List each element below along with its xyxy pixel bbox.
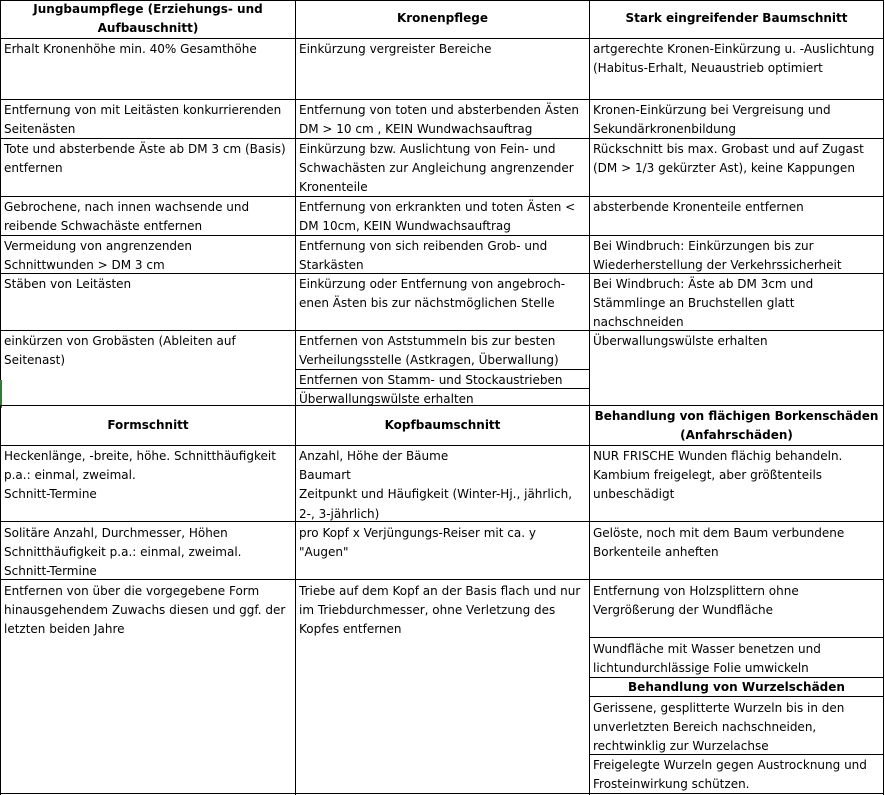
grid-line bbox=[0, 521, 884, 522]
table-cell: Einkürzung bzw. Auslichtung von Fein- und Schwachästen zur Angleichung angrenzender Kronenteile bbox=[296, 139, 589, 196]
table-cell: Entfernen von Aststummeln bis zur besten Verheilungsstelle (Astkragen, Überwallung) bbox=[296, 331, 589, 369]
subheader-label: Behandlung von Wurzelschäden bbox=[628, 679, 845, 694]
header-borkenschaeden bbox=[590, 407, 883, 445]
table-cell: absterbende Kronenteile entfernen bbox=[590, 197, 883, 235]
grid-line-selection bbox=[0, 380, 2, 408]
header-label: Stark eingreifender Baumschnitt bbox=[625, 11, 848, 26]
table-cell: Rückschnitt bis max. Grobast und auf Zugast (DM > 1/3 gekürzter Ast), keine Kappungen bbox=[590, 139, 883, 196]
table-cell: Solitäre Anzahl, Durchmesser, Höhen Schnitthäufigkeit p.a.: einmal, zweimal. Schnitt-Termine bbox=[1, 523, 295, 579]
table-cell: Entfernen von über die vorgegebene Form hinausgehendem Zuwachs diesen und ggf. der letzten beiden Jahre bbox=[1, 581, 295, 793]
table-cell: Gerissene, gesplitterte Wurzeln bis in den unverletzten Bereich nachschneiden, rechtwinklig zur Wurzelachse bbox=[590, 698, 883, 754]
table-cell: Entfernung von sich reibenden Grob- und Starkästen bbox=[296, 236, 589, 273]
grid-line bbox=[0, 196, 884, 197]
table-cell: Vermeidung von angrenzenden Schnittwunden > DM 3 cm bbox=[1, 236, 295, 273]
grid-line bbox=[0, 579, 884, 580]
header-kopfbaumschnitt bbox=[296, 407, 589, 445]
table-cell: Einkürzung vergreister Bereiche bbox=[296, 39, 589, 99]
table-cell: Wundfläche mit Wasser benetzen und lichtundurchlässige Folie umwickeln bbox=[590, 639, 883, 677]
header-label: Jungbaumpflege (Erziehungs- und Aufbauschnitt) bbox=[33, 1, 263, 35]
grid-line bbox=[589, 754, 884, 755]
header-stark-eingreifender-baumschnitt bbox=[590, 1, 883, 37]
grid-line bbox=[0, 406, 1, 795]
grid-line bbox=[589, 677, 884, 678]
grid-line bbox=[0, 138, 884, 139]
grid-line bbox=[0, 405, 884, 406]
grid-line bbox=[295, 388, 590, 389]
table-cell: NUR FRISCHE Wunden flächig behandeln. Kambium freigelegt, aber größtenteils unbeschädigt bbox=[590, 446, 883, 521]
grid-line bbox=[295, 369, 590, 370]
table-cell: Bei Windbruch: Äste ab DM 3cm und Stämmlinge an Bruchstellen glatt nachschneiden bbox=[590, 274, 883, 330]
table-cell: Einkürzung oder Entfernung von angebroch- enen Ästen bis zur nächstmöglichen Stelle bbox=[296, 274, 589, 330]
grid-line bbox=[295, 0, 296, 795]
grid-line bbox=[589, 0, 590, 795]
table-cell: Stäben von Leitästen bbox=[1, 274, 295, 330]
table-cell: Kronen-Einkürzung bei Vergreisung und Sekundärkronenbildung bbox=[590, 100, 883, 138]
table-cell: Entfernung von erkrankten und toten Ästen < DM 10cm, KEIN Wundwachsauftrag bbox=[296, 197, 589, 235]
table-cell: pro Kopf x Verjüngungs-Reiser mit ca. y "Augen" bbox=[296, 523, 589, 579]
subheader-wurzelschaeden bbox=[590, 679, 883, 696]
table-cell: einkürzen von Grobästen (Ableiten auf Seitenast) bbox=[1, 331, 295, 405]
header-label: Formschnitt bbox=[107, 418, 189, 433]
table-cell: Überwallungswülste erhalten bbox=[590, 331, 883, 405]
table-cell: Entfernung von toten und absterbenden Ästen DM > 10 cm , KEIN Wundwachsauftrag bbox=[296, 100, 589, 138]
grid-line bbox=[0, 38, 884, 39]
grid-line bbox=[0, 273, 884, 274]
table-cell: Anzahl, Höhe der Bäume Baumart Zeitpunkt und Häufigkeit (Winter-Hj., jährlich, 2-, 3-jährlich) bbox=[296, 446, 589, 521]
grid-line bbox=[0, 0, 1, 406]
table-cell: Überwallungswülste erhalten bbox=[296, 389, 589, 405]
header-label: Kopfbaumschnitt bbox=[384, 418, 501, 433]
table-cell: Erhalt Kronenhöhe min. 40% Gesamthöhe bbox=[1, 39, 295, 99]
table-cell: Freigelegte Wurzeln gegen Austrocknung und Frosteinwirkung schützen. bbox=[590, 755, 883, 793]
table-cell: Gelöste, noch mit dem Baum verbundene Borkenteile anheften bbox=[590, 523, 883, 579]
grid-line bbox=[589, 637, 884, 638]
grid-line bbox=[0, 793, 884, 794]
grid-line bbox=[0, 0, 884, 1]
table-cell: Tote und absterbende Äste ab DM 3 cm (Basis) entfernen bbox=[1, 139, 295, 196]
table-cell: Entfernen von Stamm- und Stockaustrieben bbox=[296, 370, 589, 388]
table-cell: Bei Windbruch: Einkürzungen bis zur Wiederherstellung der Verkehrssicherheit bbox=[590, 236, 883, 273]
table-cell: artgerechte Kronen-Einkürzung u. -Auslichtung (Habitus-Erhalt, Neuaustrieb optimiert bbox=[590, 39, 883, 99]
table-cell: Heckenlänge, -breite, höhe. Schnitthäufigkeit p.a.: einmal, zweimal. Schnitt-Termine bbox=[1, 446, 295, 521]
grid-line bbox=[883, 0, 884, 795]
table-cell: Triebe auf dem Kopf an der Basis flach und nur im Triebdurchmesser, ohne Verletzung des Kopfes entfernen bbox=[296, 581, 589, 793]
header-formschnitt bbox=[1, 407, 295, 445]
header-label: Kronenpflege bbox=[396, 11, 489, 26]
header-kronenpflege bbox=[296, 1, 589, 37]
grid-line bbox=[589, 696, 884, 697]
table-cell: Entfernung von Holzsplittern ohne Vergrößerung der Wundfläche bbox=[590, 581, 883, 637]
table-cell: Entfernung von mit Leitästen konkurrierenden Seitenästen bbox=[1, 100, 295, 138]
grid-line bbox=[0, 330, 884, 331]
grid-line bbox=[0, 235, 884, 236]
grid-line bbox=[0, 99, 884, 100]
header-jungbaumpflege bbox=[1, 1, 295, 37]
grid-line bbox=[0, 445, 884, 446]
table-cell: Gebrochene, nach innen wachsende und reibende Schwachäste entfernen bbox=[1, 197, 295, 235]
header-label: Behandlung von flächigen Borkenschäden (Anfahrschäden) bbox=[594, 408, 879, 442]
